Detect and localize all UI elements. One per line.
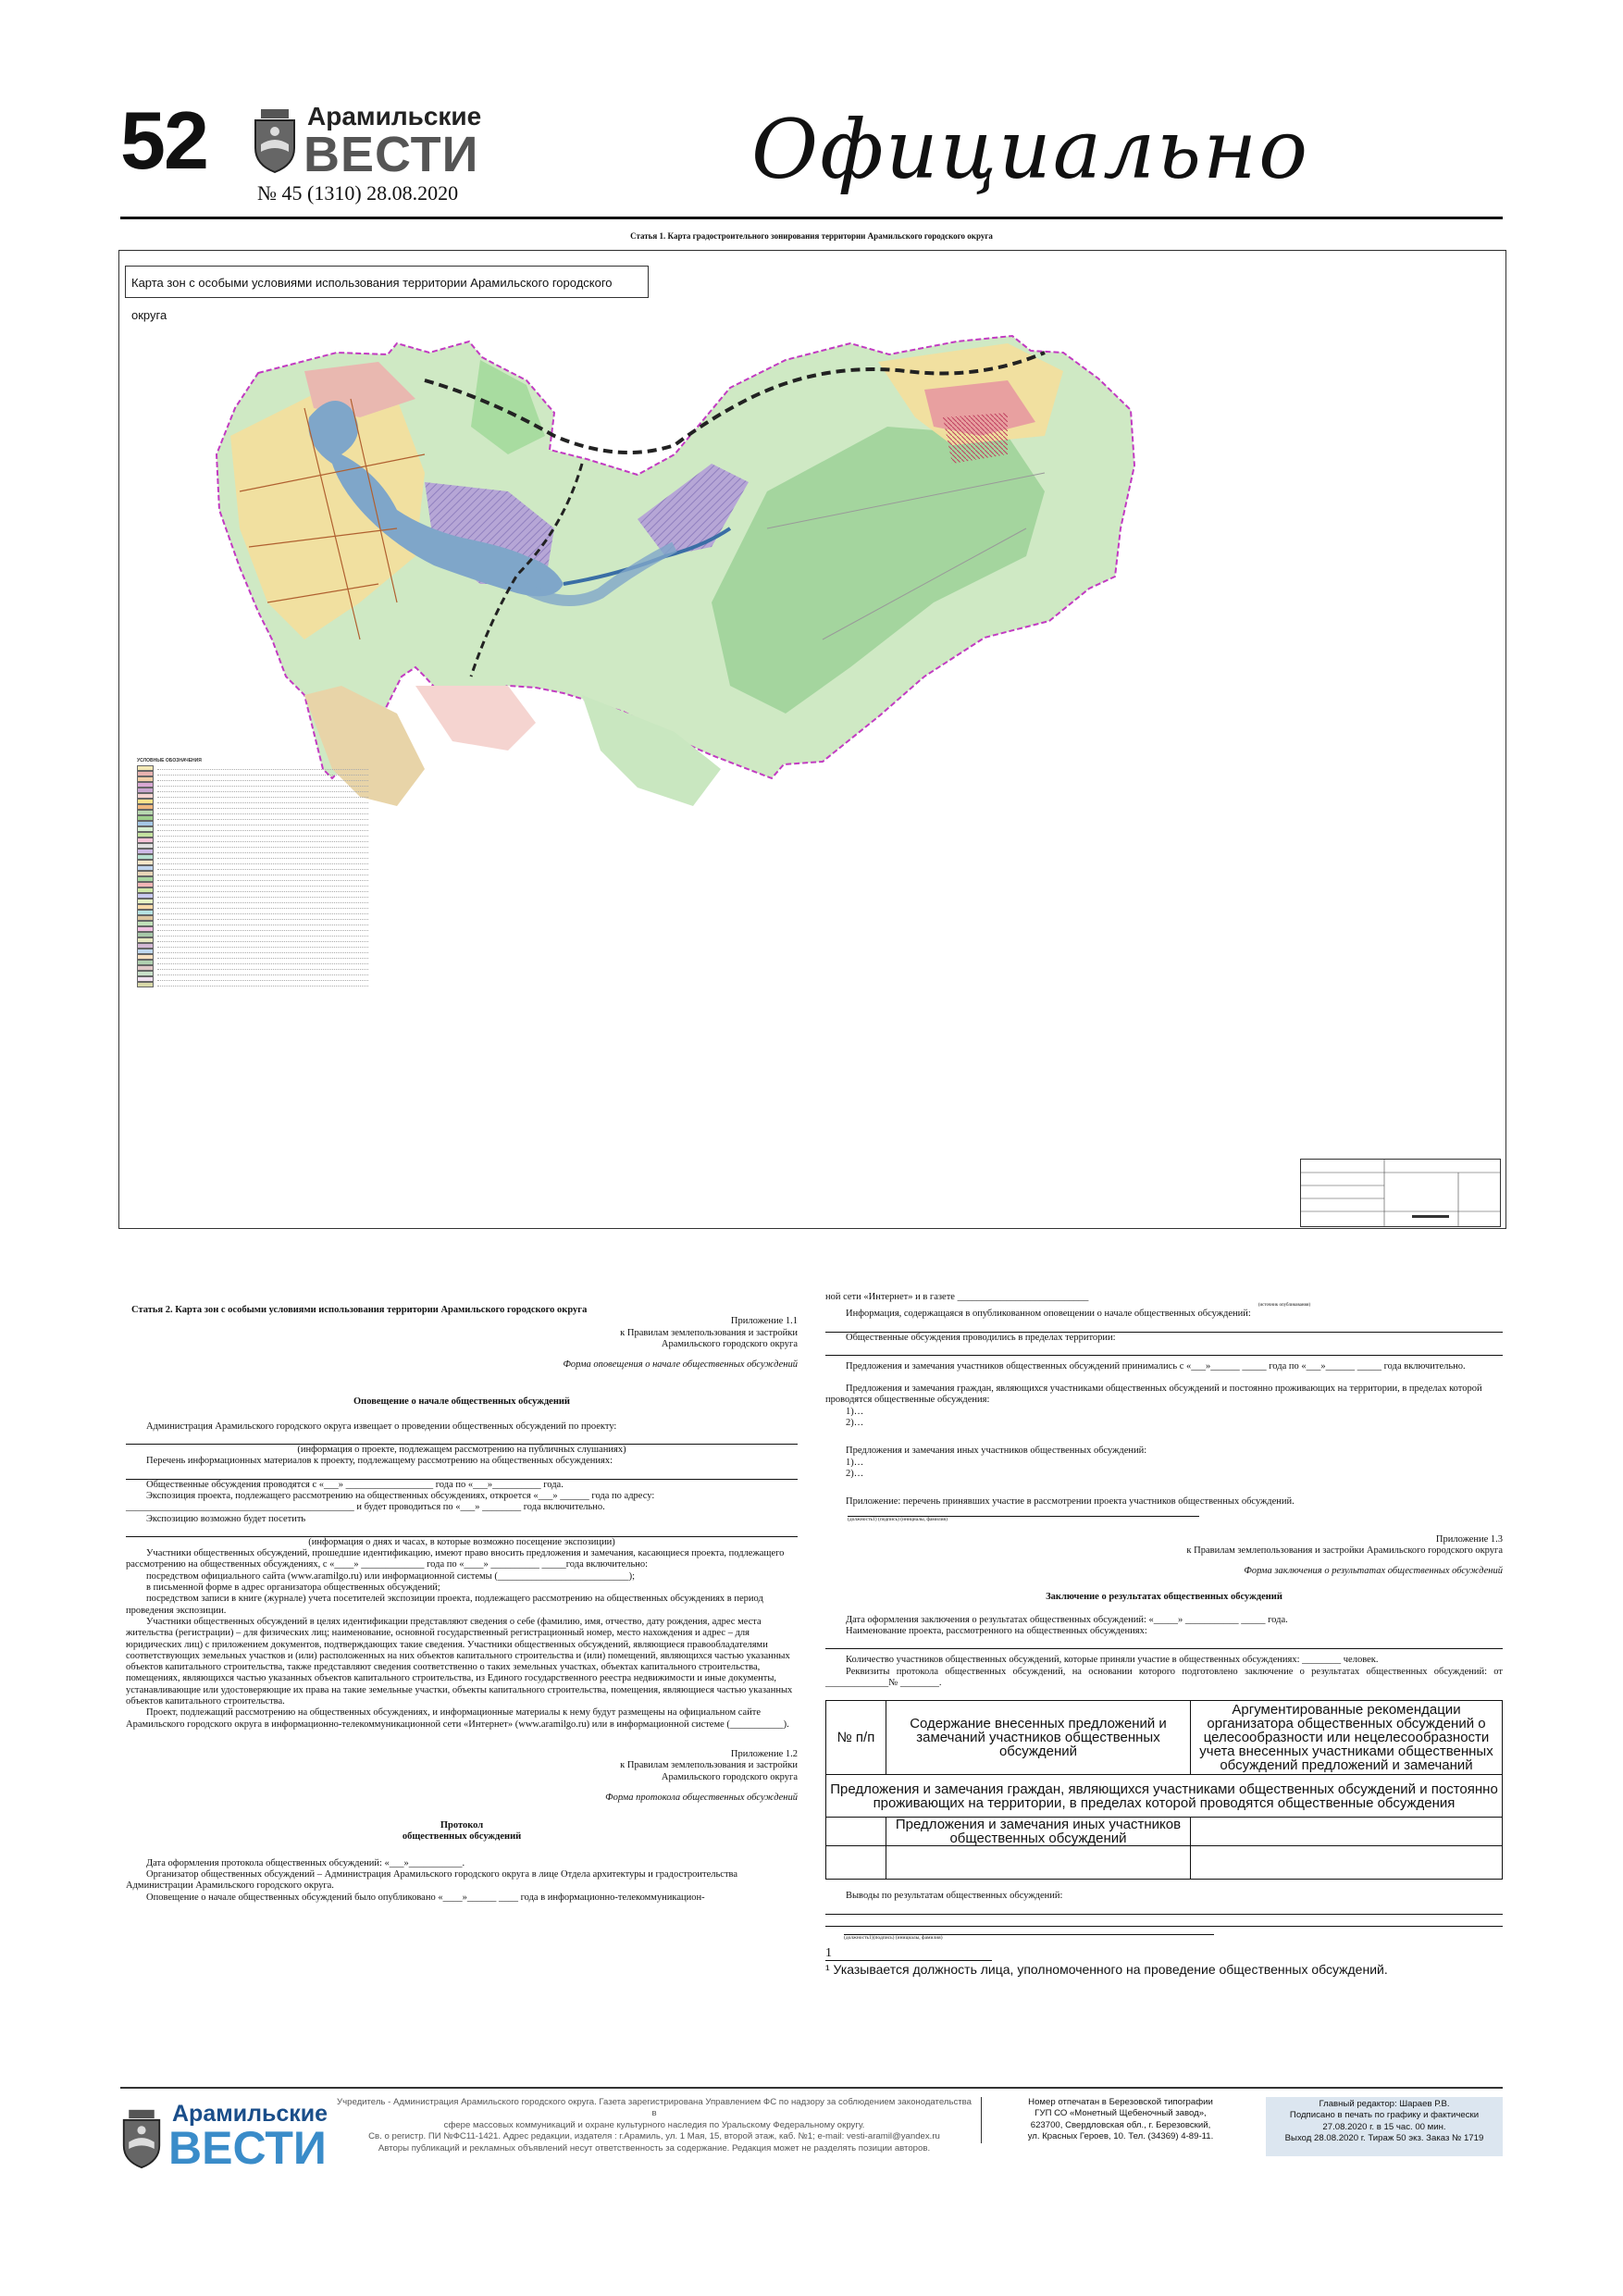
protocol-signature: (должность1) (подпись) (инициалы, фамилия) — [848, 1516, 948, 1522]
legend-text-placeholder — [157, 873, 368, 875]
table-cell — [826, 1846, 886, 1880]
table-row — [826, 1818, 1503, 1846]
protocol-r0-note: (источник опубликования) — [1258, 1303, 1311, 1309]
founder-line: Авторы публикаций и рекламных объявлений несут ответственность за содержание. Редакция может не разделять позиции авторов. — [378, 2142, 931, 2153]
conclusion-title: Заключение о результатах общественных обсуждений — [1046, 1592, 1282, 1603]
coat-of-arms-icon — [120, 2108, 163, 2169]
founder-line: сфере массовых коммуникаций и охране культурного наследия по Уральскому Федеральному округу. — [443, 2119, 865, 2130]
coat-of-arms-icon — [252, 107, 298, 174]
notice-p4: Экспозиция проекта, подлежащего рассмотрению на общественных обсуждениях, откроется «___» ______ года по адресу: — [146, 1490, 655, 1501]
footer-logo-name: ВЕСТИ — [168, 2122, 327, 2174]
legend-row — [137, 982, 368, 987]
legend-text-placeholder — [157, 812, 368, 814]
founder-line: Св. о регистр. ПИ №ФС11-1421. Адрес редакции, издателя : г.Арамиль, ул. 1 Мая, 15, второй этаж, каб. №1; e-mail: vesti-aramil@yandex.ru — [368, 2131, 940, 2142]
legend-text-placeholder — [157, 778, 368, 781]
editor-line: Главный редактор: Шараев Р.В. — [1319, 2099, 1450, 2109]
residential-zone — [415, 686, 536, 751]
appendix-1-3-line1: Приложение 1.3 — [1435, 1533, 1503, 1545]
appendix-1-1-line3: Арамильского городского округа — [661, 1338, 798, 1349]
fill-line — [825, 1344, 1503, 1356]
legend-text-placeholder — [157, 984, 368, 987]
title-block-stamp — [1300, 1159, 1501, 1227]
notice-p7: Участники общественных обсуждений, прошедшие идентификацию, имеют право вносить предложения и замечания, касающиеся проекта, подлежащего рассмотрению на общественных обсуждениях, с «____» _____________ года по «____» __________ _____года включительно: — [126, 1548, 785, 1570]
logo-city: Арамильские — [307, 102, 482, 130]
table-cell — [886, 1846, 1191, 1880]
legend-text-placeholder — [157, 767, 368, 770]
appendix-1-2-line3: Арамильского городского округа — [661, 1771, 798, 1782]
protocol-r0: ной сети «Интернет» и в газете ___________________________ — [825, 1292, 1089, 1302]
legend-text-placeholder — [157, 800, 368, 803]
conclusion-s2: Наименование проекта, рассмотренного на общественных обсуждениях: — [846, 1626, 1147, 1637]
conclusion-s1: Дата оформления заключения о результатах общественных обсуждений: «_____» ___________ _____ года. — [846, 1614, 1288, 1625]
table-row — [826, 1775, 1503, 1818]
appendix-1-2-line1: Приложение 1.2 — [730, 1748, 798, 1759]
notice-p1-note: (информация о проекте, подлежащем рассмотрению на публичных слушаниях) — [297, 1445, 626, 1456]
appendix-1-1-form: Форма оповещения о начале общественных обсуждений — [563, 1359, 798, 1371]
protocol-r4-item2: 2)… — [846, 1418, 864, 1429]
fill-line — [126, 1525, 798, 1537]
printing-info — [981, 2097, 1259, 2143]
table-cell — [1191, 1846, 1503, 1880]
legend-text-placeholder — [157, 845, 368, 848]
legend-text-placeholder — [157, 895, 368, 898]
appendix-1-2-line2: к Правилам землепользования и застройки — [620, 1760, 798, 1771]
table-header-number: № п/п — [826, 1701, 886, 1775]
table-header-content: Содержание внесенных предложений и замечаний участников общественных обсуждений — [886, 1701, 1191, 1775]
protection-zone — [943, 413, 1008, 464]
protocol-r6: Приложение: перечень принявших участие в рассмотрении проекта участников общественных обсуждений. — [846, 1496, 1295, 1508]
conclusion-s5: Выводы по результатам общественных обсуждений: — [846, 1891, 1063, 1902]
editor-info — [1266, 2097, 1503, 2156]
conclusion-signature: (должность1)(подпись) (инициалы, фамилия) — [844, 1934, 943, 1941]
table-header-recommendations: Аргументированные рекомендации организатора общественных обсуждений о целесообразности или нецелесообразности учета внесенных участниками общественных обсуждений предложений и замечаний — [1191, 1701, 1503, 1775]
legend-text-placeholder — [157, 934, 368, 937]
fill-line — [825, 1637, 1503, 1649]
conclusion-s3: Количество участников общественных обсуждений, которые приняли участие в общественных обсуждениях: ________ человек. — [846, 1655, 1379, 1666]
legend-text-placeholder — [157, 973, 368, 975]
notice-p10: посредством записи в книге (журнале) учета посетителей экспозиции проекта, подлежащего рассмотрению на общественных обсуждениях в период проведения экспозиции. — [126, 1594, 763, 1616]
legend-swatch — [137, 982, 154, 987]
protocol-title: Протокол — [440, 1820, 484, 1831]
legend-text-placeholder — [157, 945, 368, 948]
legend-text-placeholder — [157, 878, 368, 881]
legend-text-placeholder — [157, 939, 368, 942]
printing-line: 623700, Свердловская обл., г. Березовский, — [1030, 2119, 1211, 2130]
founder-line: Учредитель - Администрация Арамильского городского округа. Газета зарегистрирована Управлением ФС по надзору за соблюдением законодательства в — [337, 2097, 972, 2119]
fill-line — [825, 1321, 1503, 1333]
footer — [120, 2093, 1503, 2201]
logo-name: ВЕСТИ — [304, 127, 479, 182]
protocol-r1: Информация, содержащаяся в опубликованном оповещении о начале общественных обсуждений: — [846, 1309, 1251, 1320]
protocol-r5-item1: 1)… — [846, 1457, 864, 1468]
table-cell — [1191, 1818, 1503, 1846]
legend-text-placeholder — [157, 906, 368, 909]
legend-text-placeholder — [157, 923, 368, 925]
legend-text-placeholder — [157, 806, 368, 809]
map-title: Карта зон с особыми условиями использования территории Арамильского городского округа — [125, 266, 649, 298]
legend-text-placeholder — [157, 823, 368, 825]
notice-p6-note: (информация о днях и часах, в которые возможно посещение экспозиции) — [308, 1536, 615, 1547]
legend-text-placeholder — [157, 956, 368, 959]
legend-swatches — [137, 765, 368, 987]
printing-line: ГУП СО «Монетный Щебеночный завод», — [1035, 2108, 1207, 2119]
legend-text-placeholder — [157, 834, 368, 837]
legend-text-placeholder — [157, 978, 368, 981]
footnote-number: 1 — [825, 1945, 832, 1960]
legend-text-placeholder — [157, 928, 368, 931]
table-section-residents: Предложения и замечания граждан, являющихся участниками общественных обсуждений и постоянно проживающих на территории, в пределах которой проводятся общественные обсуждения — [826, 1775, 1503, 1818]
fill-line — [126, 1468, 798, 1480]
protocol-r2: Общественные обсуждения проводились в пределах территории: — [846, 1332, 1116, 1343]
founder-info — [335, 2097, 973, 2154]
appendix-1-3-line2: к Правилам землепользования и застройки Арамильского городского округа — [1186, 1545, 1503, 1556]
protocol-r4: Предложения и замечания граждан, являющихся участниками общественных обсуждений и постоянно проживающих на территории, в пределах которой проводятся общественные обсуждения: — [825, 1384, 1482, 1406]
appendix-1-3-form: Форма заключения о результатах общественных обсуждений — [1244, 1566, 1503, 1577]
map-legend — [137, 759, 368, 1129]
legend-text-placeholder — [157, 867, 368, 870]
legend-text-placeholder — [157, 889, 368, 892]
article1-title: Статья 1. Карта градостроительного зонирования территории Арамильского городского округа — [630, 231, 993, 241]
footer-rule — [120, 2087, 1503, 2089]
protocol-r3: Предложения и замечания участников общественных обсуждений принимались с «___»______ _____ года по «___»______ _____ года включительно. — [846, 1360, 1466, 1371]
legend-text-placeholder — [157, 950, 368, 953]
protocol-q3: Оповещение о начале общественных обсуждений было опубликовано «____»______ ____ года в информационно-телекоммуникацион- — [146, 1892, 705, 1903]
notice-p6: Экспозицию возможно будет посетить — [146, 1513, 306, 1524]
legend-text-placeholder — [157, 817, 368, 820]
editor-line: Выход 28.08.2020 г. Тираж 50 экз. Заказ № 1719 — [1284, 2133, 1484, 2144]
protocol-r4-item1: 1)… — [846, 1406, 864, 1417]
legend-text-placeholder — [157, 967, 368, 970]
protocol-r5: Предложения и замечания иных участников общественных обсуждений: — [846, 1446, 1147, 1457]
legend-text-placeholder — [157, 900, 368, 903]
editor-line: 27.08.2020 г. в 15 час. 00 мин. — [1322, 2121, 1446, 2132]
protocol-q2: Организатор общественных обсуждений – Администрация Арамильского городского округа в лице Отдела архитектуры и градостроительства Администрации Арамильского городского округа. — [126, 1868, 738, 1892]
appendix-1-1-line1: Приложение 1.1 — [730, 1316, 798, 1327]
article2-title: Статья 2. Карта зон с особыми условиями использования территории Арамильского городского округа — [131, 1305, 588, 1315]
legend-text-placeholder — [157, 828, 368, 831]
stamp-grid — [1301, 1160, 1500, 1226]
footer-logo — [120, 2101, 328, 2193]
editor-line: Подписано в печать по графику и фактически — [1289, 2110, 1480, 2121]
protocol-subtitle: общественных обсуждений — [402, 1831, 522, 1843]
legend-text-placeholder — [157, 862, 368, 864]
issue-number: № 45 (1310) 28.08.2020 — [257, 181, 459, 205]
table-row — [826, 1846, 1503, 1880]
legend-heading: УСЛОВНЫЕ ОБОЗНАЧЕНИЯ — [137, 758, 202, 763]
legend-text-placeholder — [157, 917, 368, 920]
notice-p11: Участники общественных обсуждений в целях идентификации представляют сведения о себе (фамилию, имя, отчество, дату рождения, адрес места жительства (регистрации) – для физических лиц; наименование, основной государственный регистрационный номер, место нахождения и адрес – для юридических лиц) с приложением документов, подтверждающих такие сведения. Участники общественных обсуждений, являющиеся правообладателями соответствующих земельных участков и (или) расположенных на них объектов капитального строительства и (или) помещений, являющихся частью указанных объектов капитального строительства, также представляют сведения соответственно о таких земельных участках, объектах капитального строительства, помещениях, являющихся частью указанных объектов капитального строительства, из Единого государственного реестра недвижимости и иные документы, устанавливающие или удостоверяющие их права на такие земельные участки, объекты капитального строительства, помещения, являющиеся частью указанных объектов капитального строительства. — [126, 1616, 793, 1707]
legend-text-placeholder — [157, 773, 368, 776]
fill-line — [825, 1915, 1503, 1927]
appendix-1-2-form: Форма протокола общественных обсуждений — [605, 1792, 798, 1803]
legend-text-placeholder — [157, 850, 368, 853]
notice-p12: Проект, подлежащий рассмотрению на общественных обсуждениях, и информационные материалы к нему будут размещены на официальном сайте Арамильского городского округа в информационно-телекоммуникационной сети «Интернет» (www.aramilgo.ru) или в информационной системе (___________). — [126, 1707, 789, 1730]
legend-text-placeholder — [157, 962, 368, 964]
notice-p8: посредством официального сайта (www.aramilgo.ru) или информационной системы (___________________________); — [146, 1570, 636, 1582]
footer-logo-city: Арамильские — [172, 2101, 328, 2127]
legend-text-placeholder — [157, 784, 368, 787]
protocol-r5-item2: 2)… — [846, 1468, 864, 1479]
legend-text-placeholder — [157, 839, 368, 842]
notice-p2: Перечень информационных материалов к проекту, подлежащему рассмотрению на общественных обсуждениях: — [146, 1456, 613, 1467]
page-number: 52 — [120, 94, 207, 186]
notice-p1: Администрация Арамильского городского округа извещает о проведении общественных обсуждений по проекту: — [146, 1421, 617, 1432]
legend-text-placeholder — [157, 856, 368, 859]
fill-line — [825, 1903, 1503, 1915]
protocol-q1: Дата оформления протокола общественных обсуждений: «___»___________. — [146, 1857, 465, 1868]
notice-p5: _______________________________________________ и будет проводиться по «___» ________ года включительно. — [126, 1502, 605, 1513]
footnote: ¹ Указывается должность лица, уполномоченного на проведение общественных обсуждений. — [825, 1961, 1388, 1977]
legend-text-placeholder — [157, 789, 368, 792]
left-column — [126, 1305, 798, 1904]
legend-text-placeholder — [157, 795, 368, 798]
results-table — [825, 1700, 1503, 1880]
notice-title: Оповещение о начале общественных обсуждений — [353, 1396, 570, 1408]
table-header-row — [826, 1701, 1503, 1775]
appendix-1-1-line2: к Правилам землепользования и застройки — [620, 1327, 798, 1338]
table-section-other: Предложения и замечания иных участников общественных обсуждений — [886, 1818, 1191, 1846]
header-rule — [120, 217, 1503, 219]
printing-line: Номер отпечатан в Березовской типографии — [1028, 2097, 1213, 2107]
fill-line — [126, 1433, 798, 1445]
legend-text-placeholder — [157, 912, 368, 914]
notice-p3: Общественные обсуждения проводятся с «___» __________________ года по «___»__________ года. — [146, 1479, 564, 1490]
newspaper-logo — [252, 102, 483, 182]
right-column — [825, 1292, 1503, 1978]
conclusion-s4: Реквизиты протокола общественных обсуждений, на основании которого подготовлено заключение о результатах общественных обсуждений: от _____________№ ________. — [825, 1666, 1503, 1688]
legend-text-placeholder — [157, 884, 368, 887]
printing-line: ул. Красных Героев, 10. Тел. (34369) 4-89-11. — [1027, 2131, 1214, 2142]
notice-p9: в письменной форме в адрес организатора общественных обсуждений; — [146, 1582, 440, 1594]
section-title: Официально — [751, 102, 1310, 197]
table-cell — [826, 1818, 886, 1846]
